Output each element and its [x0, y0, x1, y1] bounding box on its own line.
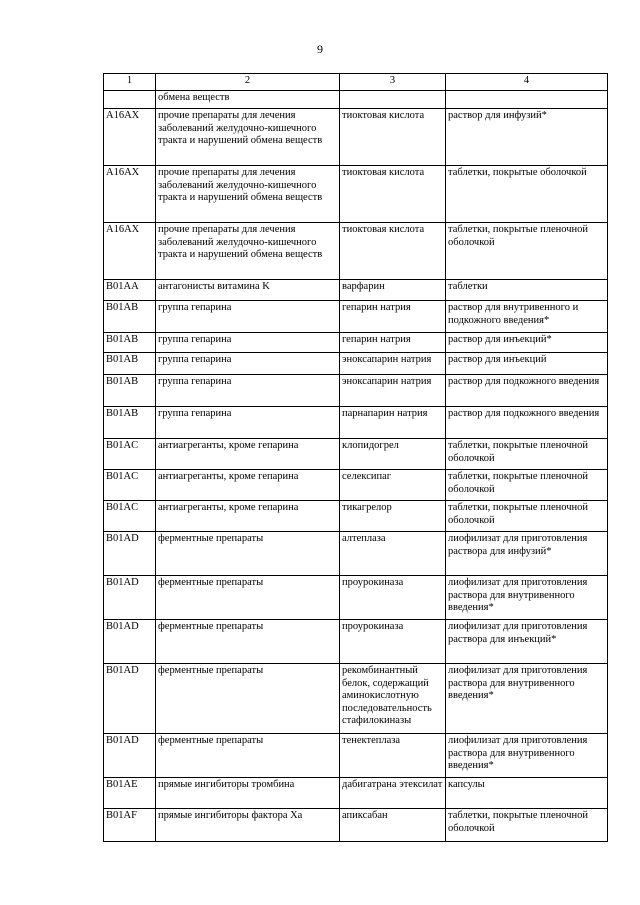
atc-code-cell: B01AD: [104, 532, 156, 576]
group-cell: ферментные препараты: [156, 734, 340, 778]
atc-code-cell: B01AD: [104, 576, 156, 620]
form-cell: раствор для инфузий*: [446, 109, 608, 166]
group-cell: антиагреганты, кроме гепарина: [156, 439, 340, 470]
group-cell: ферментные препараты: [156, 620, 340, 664]
table-row: [104, 280, 608, 301]
table-row: [104, 109, 608, 166]
column-header-2: 2: [156, 74, 340, 91]
atc-code-cell: B01AD: [104, 734, 156, 778]
column-header-4: 4: [446, 74, 608, 91]
group-cell: прочие препараты для лечения заболеваний желудочно-кишечного тракта и нарушений обмена веществ: [156, 109, 340, 166]
group-cell: ферментные препараты: [156, 532, 340, 576]
form-cell: раствор для подкожного введения: [446, 407, 608, 439]
group-cell: ферментные препараты: [156, 576, 340, 620]
table-row: [104, 223, 608, 280]
form-cell: таблетки: [446, 280, 608, 301]
substance-cell: апиксабан: [340, 809, 446, 842]
atc-code-cell: B01AB: [104, 353, 156, 375]
table-header-row: [104, 74, 608, 91]
medication-table: [103, 73, 608, 842]
substance-cell: гепарин натрия: [340, 333, 446, 353]
form-cell: лиофилизат для приготовления раствора для внутривенного введения*: [446, 734, 608, 778]
substance-cell: тикагрелор: [340, 501, 446, 532]
table-row: [104, 734, 608, 778]
atc-code-cell: B01AB: [104, 301, 156, 333]
table-row: [104, 333, 608, 353]
table-row: [104, 809, 608, 842]
substance-cell: алтеплаза: [340, 532, 446, 576]
atc-code-cell: B01AB: [104, 333, 156, 353]
atc-code-cell: [104, 91, 156, 109]
table-row: [104, 166, 608, 223]
group-cell: обмена веществ: [156, 91, 340, 109]
table-row: [104, 353, 608, 375]
substance-cell: парнапарин натрия: [340, 407, 446, 439]
table-row: [104, 407, 608, 439]
table-row: [104, 470, 608, 501]
group-cell: ферментные препараты: [156, 664, 340, 734]
group-cell: прямые ингибиторы тромбина: [156, 778, 340, 809]
atc-code-cell: B01AC: [104, 470, 156, 501]
table-row: [104, 664, 608, 734]
form-cell: раствор для внутривенного и подкожного введения*: [446, 301, 608, 333]
page-number: 9: [317, 42, 323, 56]
atc-code-cell: B01AC: [104, 439, 156, 470]
form-cell: таблетки, покрытые пленочной оболочкой: [446, 439, 608, 470]
substance-cell: варфарин: [340, 280, 446, 301]
atc-code-cell: B01AA: [104, 280, 156, 301]
atc-code-cell: B01AB: [104, 375, 156, 407]
form-cell: лиофилизат для приготовления раствора для внутривенного введения*: [446, 664, 608, 734]
form-cell: лиофилизат для приготовления раствора для инъекций*: [446, 620, 608, 664]
form-cell: капсулы: [446, 778, 608, 809]
form-cell: таблетки, покрытые пленочной оболочкой: [446, 809, 608, 842]
table-row: [104, 576, 608, 620]
atc-code-cell: B01AB: [104, 407, 156, 439]
form-cell: таблетки, покрытые пленочной оболочкой: [446, 470, 608, 501]
substance-cell: тиоктовая кислота: [340, 223, 446, 280]
column-header-3: 3: [340, 74, 446, 91]
table-row: [104, 439, 608, 470]
substance-cell: [340, 91, 446, 109]
substance-cell: проурокиназа: [340, 576, 446, 620]
atc-code-cell: B01AD: [104, 620, 156, 664]
substance-cell: эноксапарин натрия: [340, 375, 446, 407]
substance-cell: проурокиназа: [340, 620, 446, 664]
group-cell: антиагреганты, кроме гепарина: [156, 501, 340, 532]
form-cell: раствор для подкожного введения: [446, 375, 608, 407]
substance-cell: тиоктовая кислота: [340, 166, 446, 223]
table-row: [104, 532, 608, 576]
table-row: [104, 620, 608, 664]
atc-code-cell: B01AF: [104, 809, 156, 842]
substance-cell: рекомбинантный белок, содержащий аминокислотную последовательность стафилокиназы: [340, 664, 446, 734]
group-cell: группа гепарина: [156, 301, 340, 333]
form-cell: раствор для инъекций*: [446, 333, 608, 353]
group-cell: группа гепарина: [156, 407, 340, 439]
substance-cell: клопидогрел: [340, 439, 446, 470]
group-cell: антиагреганты, кроме гепарина: [156, 470, 340, 501]
form-cell: таблетки, покрытые пленочной оболочкой: [446, 501, 608, 532]
table-row: [104, 375, 608, 407]
group-cell: прочие препараты для лечения заболеваний желудочно-кишечного тракта и нарушений обмена веществ: [156, 223, 340, 280]
atc-code-cell: B01AC: [104, 501, 156, 532]
column-header-1: 1: [104, 74, 156, 91]
substance-cell: селексипаг: [340, 470, 446, 501]
group-cell: антагонисты витамина K: [156, 280, 340, 301]
form-cell: лиофилизат для приготовления раствора для внутривенного введения*: [446, 576, 608, 620]
atc-code-cell: B01AE: [104, 778, 156, 809]
group-cell: группа гепарина: [156, 375, 340, 407]
form-cell: раствор для инъекций: [446, 353, 608, 375]
table-row: [104, 301, 608, 333]
group-cell: группа гепарина: [156, 353, 340, 375]
substance-cell: гепарин натрия: [340, 301, 446, 333]
table-row: [104, 91, 608, 109]
form-cell: таблетки, покрытые оболочкой: [446, 166, 608, 223]
group-cell: прочие препараты для лечения заболеваний желудочно-кишечного тракта и нарушений обмена веществ: [156, 166, 340, 223]
substance-cell: тенектеплаза: [340, 734, 446, 778]
group-cell: группа гепарина: [156, 333, 340, 353]
group-cell: прямые ингибиторы фактора Xa: [156, 809, 340, 842]
atc-code-cell: A16AX: [104, 223, 156, 280]
atc-code-cell: B01AD: [104, 664, 156, 734]
substance-cell: дабигатрана этексилат: [340, 778, 446, 809]
table-row: [104, 778, 608, 809]
substance-cell: тиоктовая кислота: [340, 109, 446, 166]
substance-cell: эноксапарин натрия: [340, 353, 446, 375]
atc-code-cell: A16AX: [104, 166, 156, 223]
form-cell: лиофилизат для приготовления раствора для инфузий*: [446, 532, 608, 576]
table-row: [104, 501, 608, 532]
form-cell: таблетки, покрытые пленочной оболочкой: [446, 223, 608, 280]
atc-code-cell: A16AX: [104, 109, 156, 166]
form-cell: [446, 91, 608, 109]
